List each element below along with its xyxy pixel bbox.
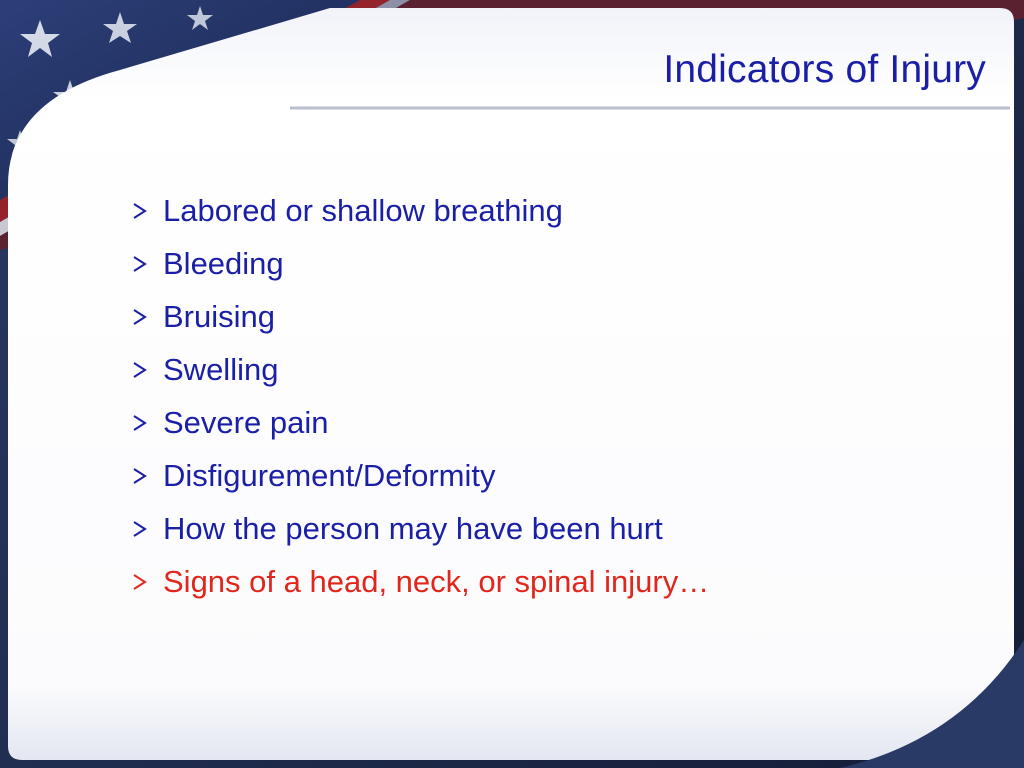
- arrow-bullet-icon: [132, 467, 148, 485]
- bullet-text: Labored or shallow breathing: [163, 192, 563, 228]
- arrow-bullet-icon: [132, 255, 148, 273]
- arrow-bullet-icon: [132, 520, 148, 538]
- bullet-list: [132, 184, 709, 608]
- bullet-item: [132, 449, 709, 502]
- bullet-item: [132, 343, 709, 396]
- arrow-bullet-icon: [132, 202, 148, 220]
- slide-title: Indicators of Injury: [663, 48, 986, 91]
- bullet-text: Bruising: [163, 298, 275, 334]
- bullet-text: Disfigurement/Deformity: [163, 457, 496, 493]
- bullet-text: How the person may have been hurt: [163, 510, 663, 546]
- arrow-bullet-icon: [132, 414, 148, 432]
- bullet-text: Signs of a head, neck, or spinal injury…: [163, 563, 710, 599]
- bullet-item: [132, 502, 709, 555]
- arrow-bullet-icon: [132, 573, 148, 591]
- bullet-item: [132, 396, 709, 449]
- bullet-text: Bleeding: [163, 245, 284, 281]
- arrow-bullet-icon: [132, 361, 148, 379]
- bullet-item: [132, 290, 709, 343]
- arrow-bullet-icon: [132, 308, 148, 326]
- bullet-item: [132, 237, 709, 290]
- bullet-item-emphasis: [132, 555, 709, 608]
- bullet-text: Severe pain: [163, 404, 329, 440]
- bullet-text: Swelling: [163, 351, 279, 387]
- bullet-item: [132, 184, 709, 237]
